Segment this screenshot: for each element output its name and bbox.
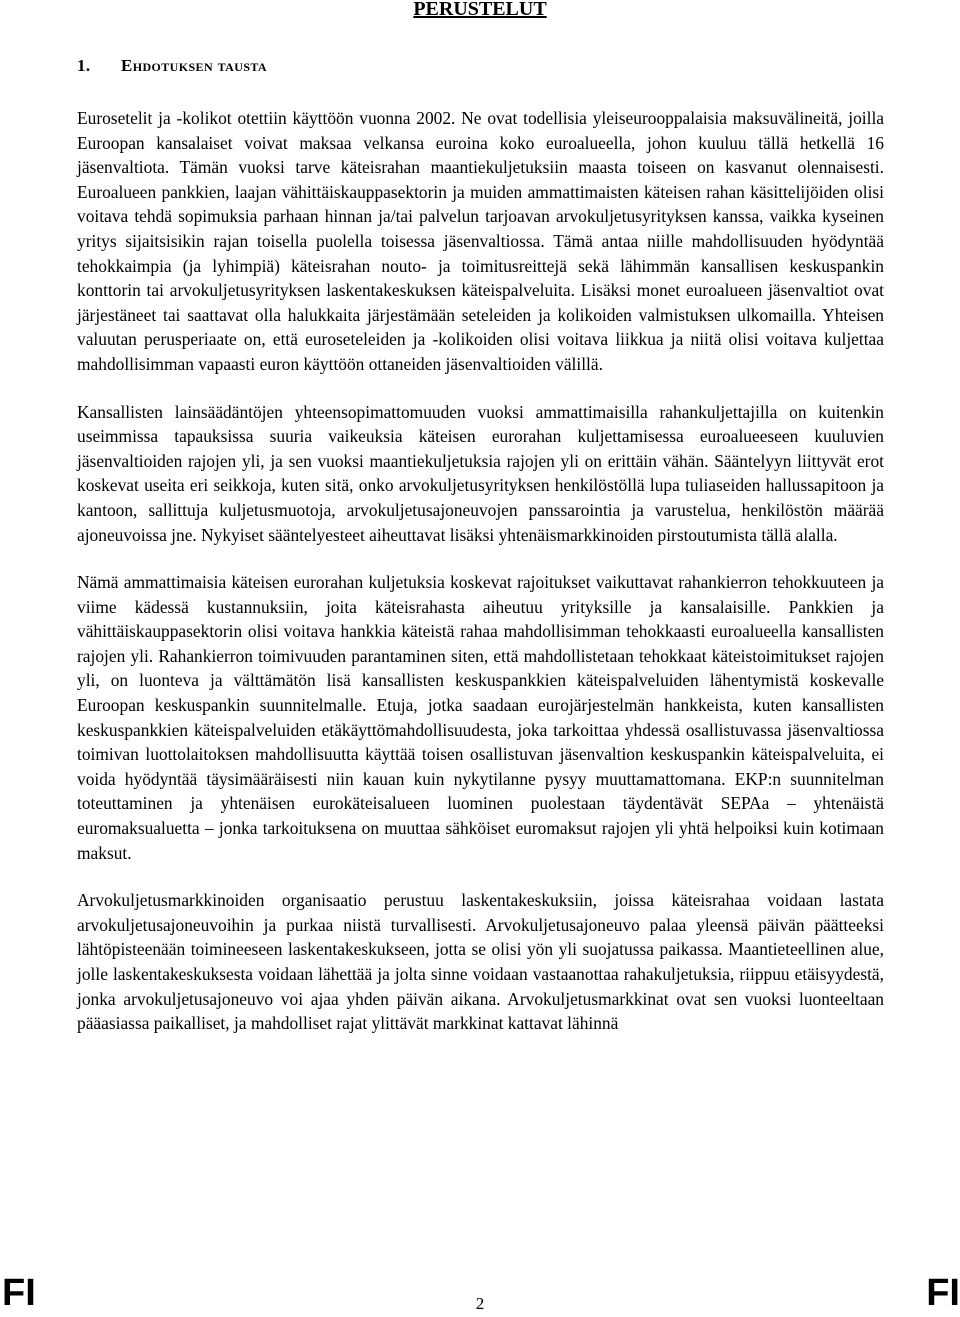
paragraph-1: Eurosetelit ja -kolikot otettiin käyttöön vuonna 2002. Ne ovat todellisia yleiseurooppalaisia maksuvälineitä, joilla Euroopan kansalaiset voivat maksaa velkansa euroina koko euroalueella, johon kuuluu tällä hetkellä 16 jäsenvaltiota. Tämän vuoksi tarve käteisrahan maantiekuljetuksiin maasta toiseen on kasvanut olennaisesti. Euroalueen pankkien, laajan vähittäiskauppasektorin ja muiden ammattimaisten käteisen rahan käsittelijöiden olisi voitava tehdä sopimuksia parhaan hinnan ja/tai palvelun tarjoavan arvokuljetusyrityksen kanssa, vaikka kyseinen yritys sijaitsisikin rajan toisella puolella toisessa jäsenvaltiossa. Tämä antaa niille mahdollisuuden hyödyntää tehokkaimpia (ja lyhimpiä) käteisrahan nouto- ja toimitusreittejä sekä lähimmän kansallisen keskuspankin konttorin tai arvokuljetusyrityksen laskentakeskuksen käteispalveluita. Lisäksi monet euroalueen jäsenvaltiot ovat järjestäneet tai saattavat olla halukkaita järjestämään seteleiden ja kolikoiden valmistuksen ulkomailla. Yhteisen valuutan perusperiaate on, että euroseteleiden ja -kolikoiden olisi voitava liikkua ja niitä olisi voitava kuljettaa mahdollisimman vapaasti euron käyttöön ottaneiden jäsenvaltioiden välillä. <box>77 108 884 374</box>
section-number: 1. <box>77 56 91 75</box>
section-title: Ehdotuksen tausta <box>121 56 267 75</box>
section-heading <box>77 56 267 76</box>
paragraph-4: Arvokuljetusmarkkinoiden organisaatio perustuu laskentakeskuksiin, joissa käteisrahaa voidaan lastata arvokuljetusajoneuvoihin ja purkaa niistä turvallisesti. Arvokuljetusajoneuvo palaa yleensä päivän päätteeksi lähtöpisteenään toimineeseen laskentakeskukseen, jotta se olisi yön yli suojatussa paikassa. Maantieteellinen alue, jolle laskentakeskuksesta voidaan lähettää ja jolta sinne voidaan vastaanottaa rahakuljetuksia, riippuu etäisyydestä, jonka arvokuljetusajoneuvo voi ajaa yhden päivän aikana. Arvokuljetusmarkkinat ovat sen vuoksi luonteeltaan pääasiassa paikalliset, ja mahdolliset rajat ylittävät markkinat kattavat lähinnä <box>77 890 884 1034</box>
footer-language-left: FI <box>2 1272 36 1314</box>
footer-language-right: FI <box>926 1272 960 1314</box>
paragraph-3: Nämä ammattimaisia käteisen eurorahan kuljetuksia koskevat rajoitukset vaikuttavat rahankierron tehokkuuteen ja viime kädessä kustannuksiin, joita käteisrahasta aiheutuu yrityksille ja kansalaisille. Pankkien ja vähittäiskauppasektorin olisi voitava hankkia käteistä rahaa mahdollisimman tehokkaasti euroalueella kansallisten rajojen yli. Rahankierron toimivuuden parantaminen siten, että mahdollistetaan tehokkaat käteistoimitukset rajojen yli, on luonteva ja välttämätön lisä kansallisten keskuspankkien käteispalveluiden lähentymistä koskevalle Euroopan keskuspankin suunnitelmalle. Etuja, jotka saadaan eurojärjestelmän hankkeista, kuten kansallisten keskuspankkien käteispalveluiden etäkäyttömahdollisuudesta, joka tarkoittaa yhdessä osallistuvassa jäsenvaltiossa toimivan luottolaitoksen mahdollisuutta käyttää toisen osallistuvan jäsenvaltion keskuspankin käteispalveluita, ei voida hyödyntää täysimääräisesti niin kauan kuin nykytilanne pysyy muuttamattomana. EKP:n suunnitelman toteuttaminen ja yhtenäisen eurokäteisalueen luominen puolestaan täydentävät SEPAa – yhtenäistä euromaksualuetta – jonka tarkoituksena on muuttaa sähköiset euromaksut rajojen yli yhtä helpoiksi kuin kotimaan maksut. <box>77 572 884 863</box>
paragraph-2: Kansallisten lainsäädäntöjen yhteensopimattomuuden vuoksi ammattimaisilla rahankuljettajilla on kuitenkin useimmissa tapauksissa suuria vaikeuksia käteisen eurorahan kuljettamisessa euroalueeseen kuuluvien jäsenvaltioiden rajojen yli, ja sen vuoksi maantiekuljetuksia rajojen yli on erittäin vähän. Sääntelyyn liittyvät erot koskevat useita eri seikkoja, kuten sitä, onko arvokuljetusyrityksen henkilöstöllä lupa tuliaseiden hallussapitoon ja kantoon, sallittuja kuljetusmuotoja, arvokuljetusajoneuvojen panssarointia ja varustelua, henkilöstön määrää ajoneuvoissa jne. Nykyiset sääntelyesteet aiheuttavat lisäksi yhtenäismarkkinoiden pirstoutumista tällä alalla. <box>77 401 884 545</box>
body-text <box>77 106 884 1059</box>
document-title: PERUSTELUT <box>413 0 547 20</box>
page-header <box>0 0 960 21</box>
page-number: 2 <box>475 1294 485 1313</box>
